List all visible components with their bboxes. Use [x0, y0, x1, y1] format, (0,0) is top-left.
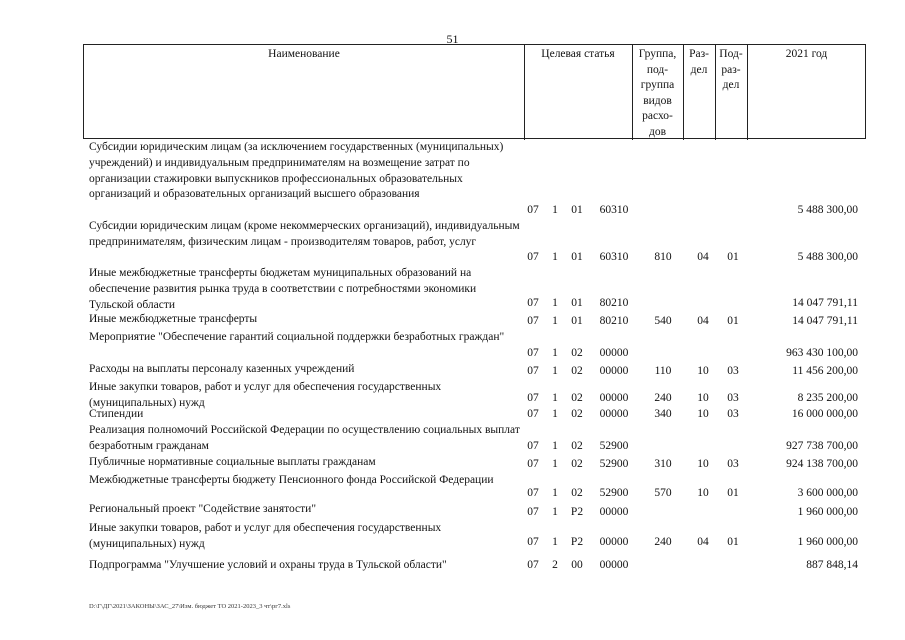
row-grp: 240 — [654, 536, 672, 549]
row-c4: 80210 — [599, 297, 629, 310]
row-c4: 00000 — [599, 536, 629, 549]
table-row — [0, 407, 905, 423]
row-c2: 1 — [552, 315, 558, 328]
row-c2: 1 — [552, 458, 558, 471]
row-amount: 963 430 100,00 — [786, 347, 858, 360]
row-c3: 01 — [571, 204, 583, 217]
row-c1: 07 — [527, 408, 539, 421]
row-c3: 02 — [571, 440, 583, 453]
row-sec: 10 — [697, 392, 709, 405]
row-sub: 01 — [727, 251, 739, 264]
table-row — [0, 521, 905, 551]
row-name: Иные межбюджетные трансферты бюджетам муниципальных образований на обеспечение развития рынка труда в соответствии с потребностями экономики Тульской области — [89, 267, 477, 311]
row-c4: 00000 — [599, 559, 629, 572]
table-row — [0, 455, 905, 473]
header-name: Наименование — [268, 48, 340, 60]
header-year: 2021 год — [785, 48, 828, 60]
row-amount: 3 600 000,00 — [797, 487, 858, 500]
row-sub: 01 — [727, 536, 739, 549]
row-c4: 00000 — [599, 347, 629, 360]
row-name: Иные закупки товаров, работ и услуг для обеспечения государственных (муниципальных) нужд — [89, 381, 442, 409]
row-name: Межбюджетные трансферты бюджету Пенсионного фонда Российской Федерации — [89, 474, 494, 486]
row-c1: 07 — [527, 297, 539, 310]
row-c1: 07 — [527, 487, 539, 500]
row-c1: 07 — [527, 365, 539, 378]
table-row — [0, 380, 905, 407]
row-c2: 1 — [552, 408, 558, 421]
row-amount: 924 138 700,00 — [786, 458, 858, 471]
row-c1: 07 — [527, 347, 539, 360]
row-sub: 01 — [727, 487, 739, 500]
file-path: D:\Г\ДГ\2021\ЗАКОНЫ\ЗАС_27\Изм. бюджет ТО 2021-2023_3 чт\рг7.xls — [89, 603, 291, 610]
row-c1: 07 — [527, 536, 539, 549]
row-c4: 60310 — [599, 251, 629, 264]
row-c3: P2 — [570, 536, 584, 549]
row-grp: 240 — [654, 392, 672, 405]
row-sec: 10 — [697, 458, 709, 471]
row-grp: 340 — [654, 408, 672, 421]
row-name: Региональный проект "Содействие занятости" — [89, 503, 317, 515]
row-name: Иные межбюджетные трансферты — [89, 313, 258, 325]
page-number: 51 — [446, 32, 459, 46]
row-c3: 02 — [571, 487, 583, 500]
table-row — [0, 362, 905, 380]
row-c4: 52900 — [599, 487, 629, 500]
row-c2: 1 — [552, 297, 558, 310]
row-amount: 16 000 000,00 — [791, 408, 858, 421]
row-c3: 01 — [571, 315, 583, 328]
header-target: Целевая статья — [541, 48, 615, 60]
row-c3: 02 — [571, 458, 583, 471]
row-sec: 10 — [697, 408, 709, 421]
row-c2: 1 — [552, 487, 558, 500]
table-row — [0, 266, 905, 312]
table-row — [0, 312, 905, 330]
row-c2: 1 — [552, 365, 558, 378]
row-sub: 03 — [727, 392, 739, 405]
row-c4: 60310 — [599, 204, 629, 217]
row-name: Субсидии юридическим лицам (за исключением государственных (муниципальных) учреждений) и индивидуальным предпринимателям на возмещение затрат по организации стажировки выпускников профессиональных образовательных организаций и образовательных организаций высшего образования — [89, 141, 504, 201]
row-grp: 110 — [654, 365, 672, 378]
table-row — [0, 219, 905, 266]
row-amount: 1 960 000,00 — [797, 536, 858, 549]
row-c2: 1 — [552, 251, 558, 264]
row-name: Субсидии юридическим лицам (кроме некоммерческих организаций), индивидуальным предпринимателям, физическим лицам - производителям товаров, работ, услуг — [89, 220, 520, 248]
row-amount: 14 047 791,11 — [792, 315, 858, 328]
row-grp: 310 — [654, 458, 672, 471]
row-grp: 570 — [654, 487, 672, 500]
table-row — [0, 473, 905, 502]
row-c3: 01 — [571, 297, 583, 310]
row-c1: 07 — [527, 458, 539, 471]
table-row — [0, 140, 905, 219]
row-c1: 07 — [527, 506, 539, 519]
row-c4: 00000 — [599, 392, 629, 405]
row-amount: 1 960 000,00 — [797, 506, 858, 519]
row-sec: 04 — [697, 251, 709, 264]
row-c2: 1 — [552, 506, 558, 519]
row-amount: 8 235 200,00 — [797, 392, 858, 405]
row-c3: 02 — [571, 365, 583, 378]
row-c3: 00 — [571, 559, 583, 572]
row-c2: 1 — [552, 536, 558, 549]
header-section: Раз- дел — [689, 48, 709, 76]
row-c3: 02 — [571, 347, 583, 360]
row-sub: 03 — [727, 408, 739, 421]
row-c1: 07 — [527, 315, 539, 328]
header-subsection: Под- раз- дел — [719, 48, 743, 91]
row-name: Подпрограмма "Улучшение условий и охраны труда в Тульской области" — [89, 559, 447, 571]
row-c4: 52900 — [599, 458, 629, 471]
row-amount: 14 047 791,11 — [792, 297, 858, 310]
row-amount: 5 488 300,00 — [797, 204, 858, 217]
row-sec: 10 — [697, 487, 709, 500]
row-amount: 887 848,14 — [806, 559, 858, 572]
row-name: Расходы на выплаты персоналу казенных учреждений — [89, 363, 355, 375]
row-c1: 07 — [527, 559, 539, 572]
row-sub: 03 — [727, 458, 739, 471]
row-name: Иные закупки товаров, работ и услуг для обеспечения государственных (муниципальных) нужд — [89, 522, 442, 550]
row-name: Мероприятие "Обеспечение гарантий социальной поддержки безработных граждан" — [89, 331, 505, 343]
row-c4: 00000 — [599, 365, 629, 378]
row-name: Публичные нормативные социальные выплаты гражданам — [89, 456, 376, 468]
row-amount: 5 488 300,00 — [797, 251, 858, 264]
row-c3: 02 — [571, 392, 583, 405]
row-name: Реализация полномочий Российской Федерации по осуществлению социальных выплат безработным гражданам — [89, 424, 520, 452]
row-sub: 01 — [727, 315, 739, 328]
row-c1: 07 — [527, 440, 539, 453]
table-row — [0, 558, 905, 574]
row-c2: 1 — [552, 347, 558, 360]
row-c4: 00000 — [599, 408, 629, 421]
table-row — [0, 330, 905, 362]
row-c3: 01 — [571, 251, 583, 264]
table-row — [0, 423, 905, 455]
row-sub: 03 — [727, 365, 739, 378]
row-c4: 00000 — [599, 506, 629, 519]
row-sec: 04 — [697, 315, 709, 328]
table-row — [0, 502, 905, 521]
row-c1: 07 — [527, 251, 539, 264]
row-c2: 2 — [552, 559, 558, 572]
row-c3: P2 — [570, 506, 584, 519]
row-amount: 11 456 200,00 — [792, 365, 858, 378]
row-c4: 80210 — [599, 315, 629, 328]
row-amount: 927 738 700,00 — [786, 440, 858, 453]
row-sec: 04 — [697, 536, 709, 549]
row-c1: 07 — [527, 392, 539, 405]
row-c2: 1 — [552, 392, 558, 405]
row-sec: 10 — [697, 365, 709, 378]
row-c4: 52900 — [599, 440, 629, 453]
row-grp: 810 — [654, 251, 672, 264]
row-grp: 540 — [654, 315, 672, 328]
row-c2: 1 — [552, 440, 558, 453]
row-c3: 02 — [571, 408, 583, 421]
header-group: Группа, под- группа видов расхо- дов — [638, 48, 677, 138]
table-header — [83, 44, 866, 139]
row-name: Стипендии — [89, 408, 144, 420]
row-c2: 1 — [552, 204, 558, 217]
row-c1: 07 — [527, 204, 539, 217]
